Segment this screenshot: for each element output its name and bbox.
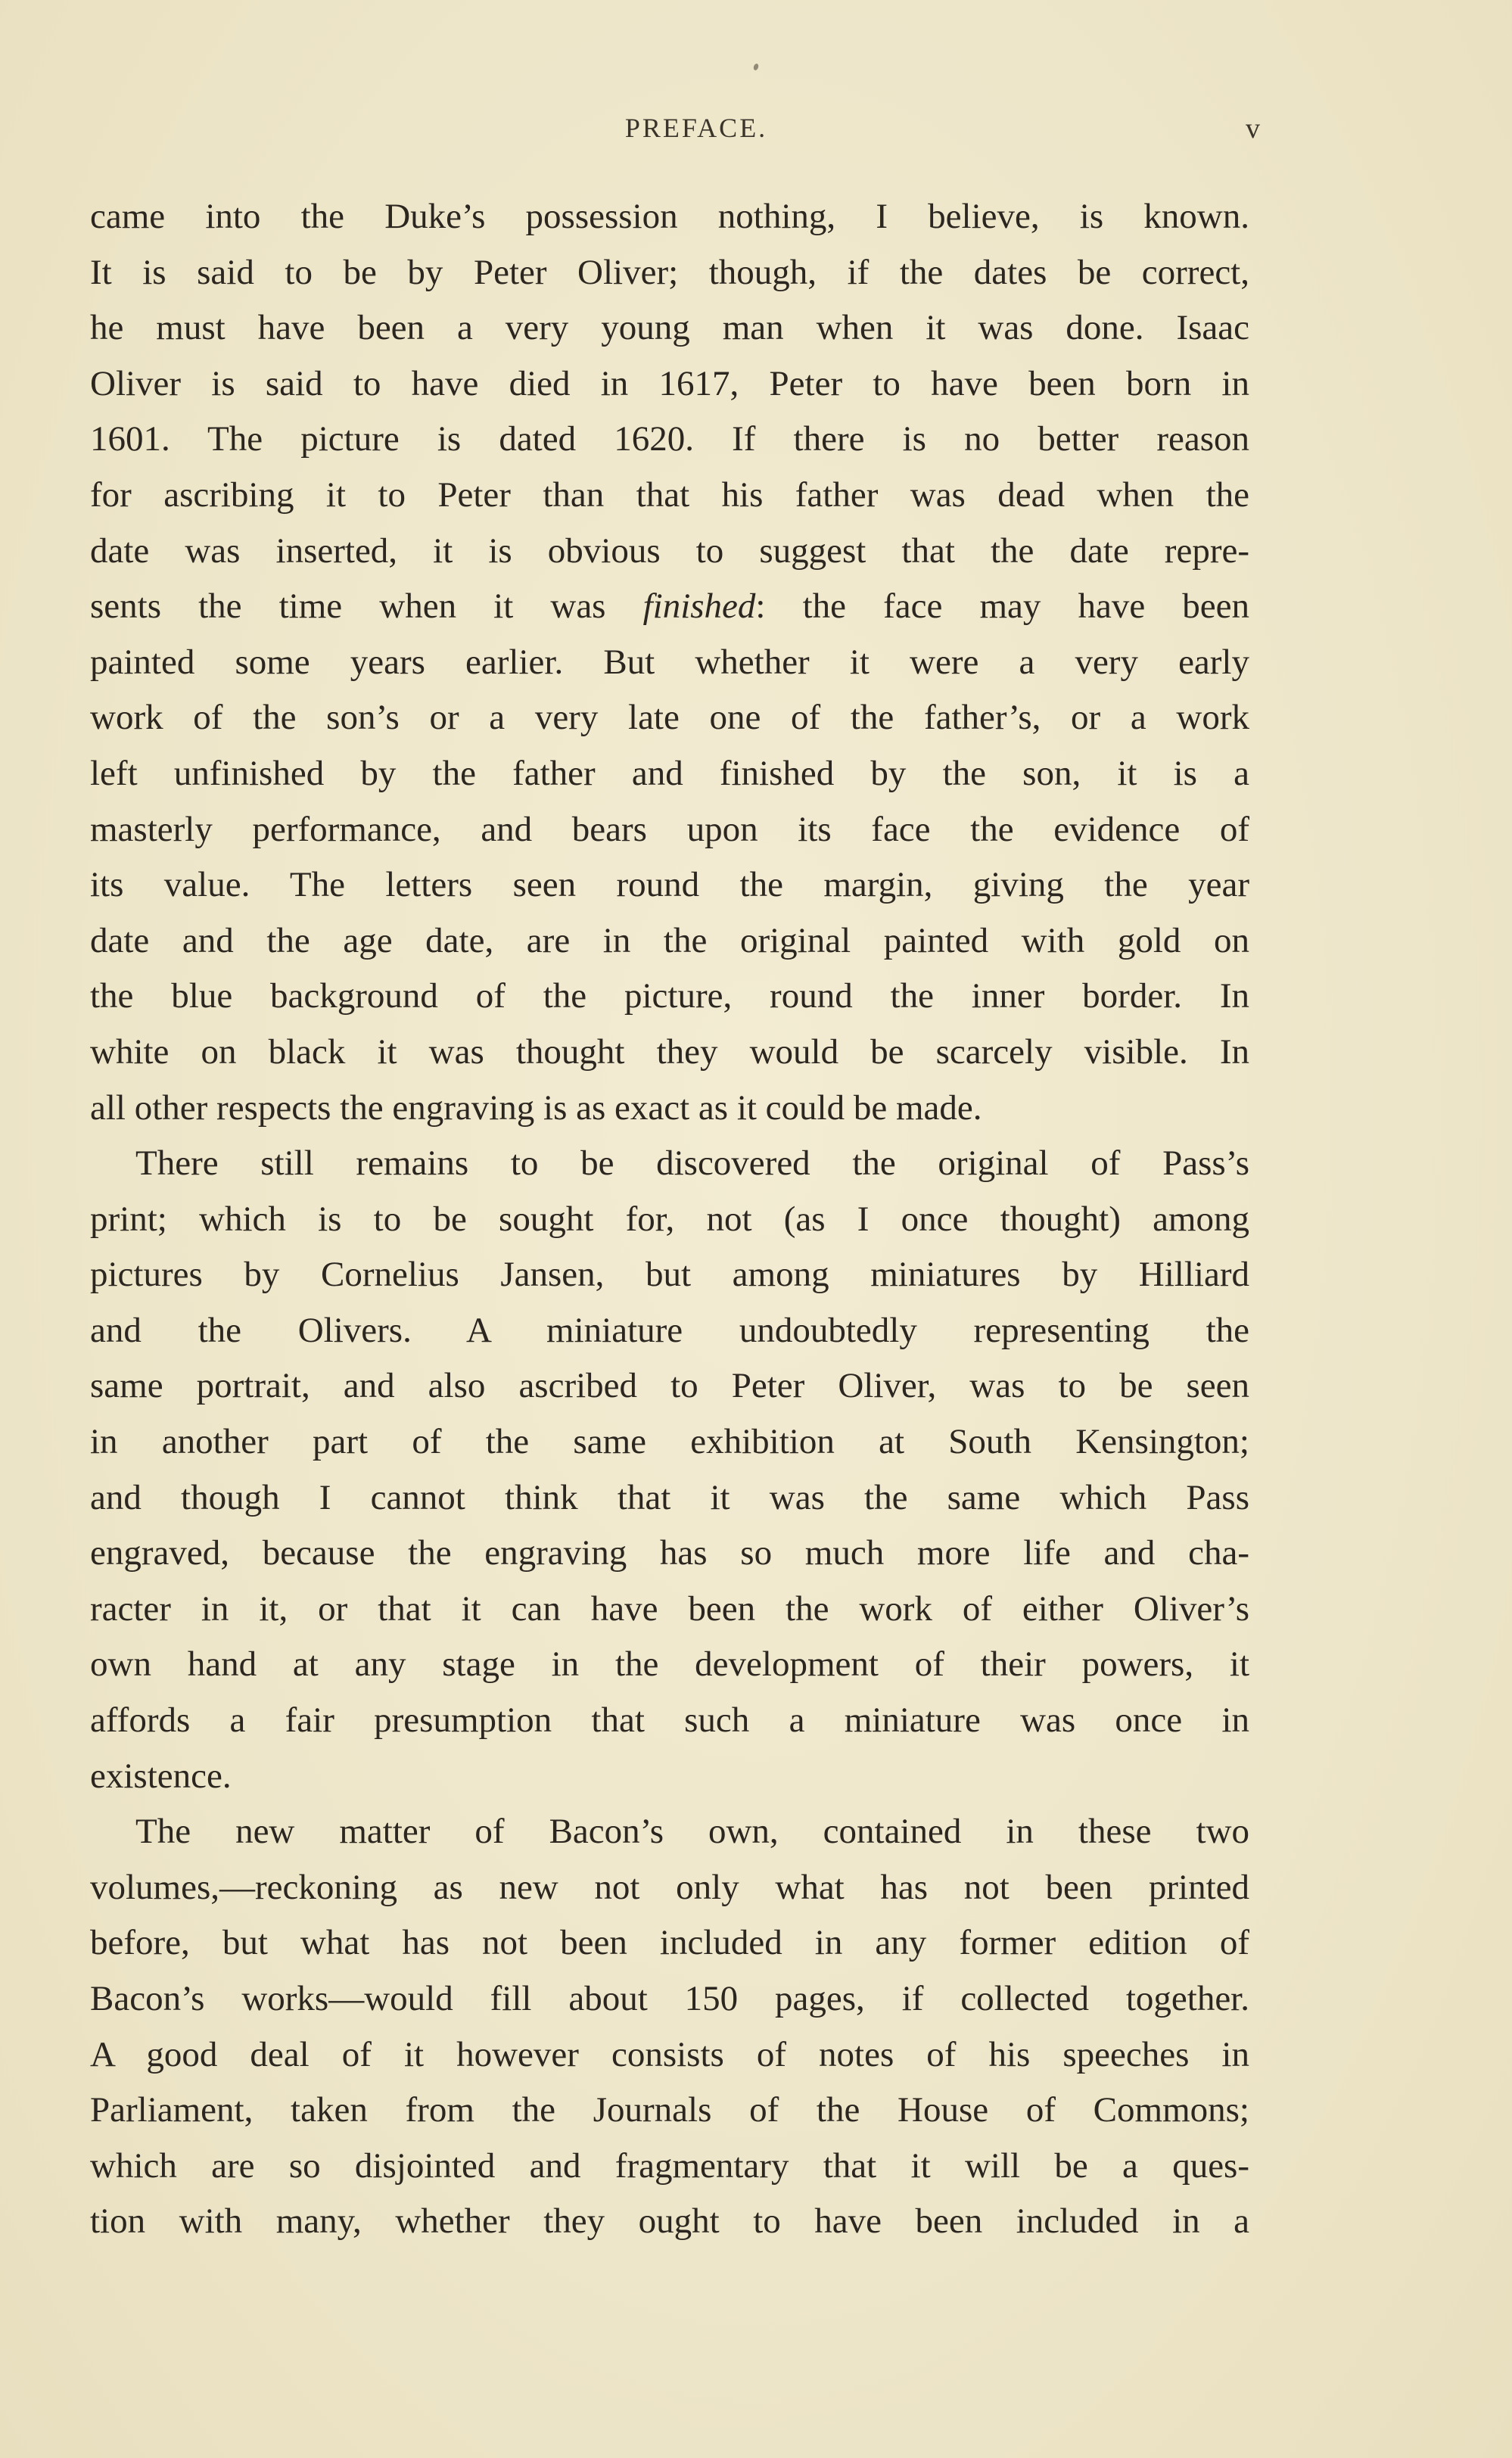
text-line: and the Olivers. A miniature undoubtedly representing the xyxy=(90,1310,1249,1350)
text-line: Bacon’s works—would fill about 150 pages, if collected together. xyxy=(90,1979,1249,2018)
text-line: It is said to be by Peter Oliver; though, if the dates be correct, xyxy=(90,252,1249,292)
text-line: painted some years earlier. But whether it were a very early xyxy=(90,642,1249,682)
text-line: before, but what has not been included in any former edition of xyxy=(90,1923,1249,1963)
text-line: he must have been a very young man when it was done. Isaac xyxy=(90,308,1249,348)
text-line: left unfinished by the father and finished by the son, it is a xyxy=(90,753,1249,793)
text-line: the blue background of the picture, round the inner border. In xyxy=(90,976,1249,1016)
text-line: Parliament, taken from the Journals of the House of Commons; xyxy=(90,2090,1249,2130)
text-line: print; which is to be sought for, not (as I once thought) among xyxy=(90,1199,1249,1239)
running-head-title: PREFACE. xyxy=(624,113,768,143)
text-line: came into the Duke’s possession nothing, I believe, is known. xyxy=(90,197,1249,236)
text-line: for ascribing it to Peter than that his father was dead when the xyxy=(90,474,1249,515)
text-line: affords a fair presumption that such a miniature was once in xyxy=(90,1700,1249,1741)
text-line: which are so disjointed and fragmentary that it will be a ques- xyxy=(90,2145,1249,2186)
text-line: in another part of the same exhibition at South Kensington; xyxy=(90,1422,1249,1462)
text-segment: sents the time when it was xyxy=(90,586,643,627)
text-line-with-italic xyxy=(90,579,1249,635)
text-line: and though I cannot think that it was the same which Pass xyxy=(90,1477,1249,1517)
italic-word: finished xyxy=(642,586,756,627)
text-line: volumes,—reckoning as new not only what has not been printed xyxy=(90,1867,1249,1907)
ink-speck xyxy=(753,63,760,71)
text-line: Oliver is said to have died in 1617, Peter to have been born in xyxy=(90,363,1249,403)
text-segment: : the face may have been xyxy=(755,586,1249,627)
running-head xyxy=(0,112,1512,150)
paragraph-2 xyxy=(90,1136,1249,1804)
text-line: racter in it, or that it can have been the work of either Oliver’s xyxy=(90,1588,1249,1629)
page-number: v xyxy=(1246,113,1260,145)
text-line: engraved, because the engraving has so much more life and cha- xyxy=(90,1533,1249,1573)
text-line: masterly performance, and bears upon its face the evidence of xyxy=(90,809,1249,849)
text-line: white on black it was thought they would be scarcely visible. In xyxy=(90,1031,1249,1072)
text-line: date and the age date, are in the original painted with gold on xyxy=(90,920,1249,960)
text-line: There still remains to be discovered the original of Pass’s xyxy=(135,1143,1249,1184)
paragraph-1 xyxy=(90,189,1249,1136)
paragraph-3 xyxy=(90,1804,1249,2250)
text-line: pictures by Cornelius Jansen, but among miniatures by Hilliard xyxy=(90,1255,1249,1295)
text-line: all other respects the engraving is as exact as it could be made. xyxy=(90,1087,982,1128)
text-line: its value. The letters seen round the margin, giving the year xyxy=(90,865,1249,905)
text-line: tion with many, whether they ought to have been included in a xyxy=(90,2201,1249,2242)
text-line: date was inserted, it is obvious to suggest that the date repre- xyxy=(90,530,1249,571)
body-text xyxy=(90,189,1249,2250)
text-line: A good deal of it however consists of notes of his speeches in xyxy=(90,2034,1249,2074)
text-line: 1601. The picture is dated 1620. If there is no better reason xyxy=(90,419,1249,459)
text-line: existence. xyxy=(90,1756,232,1796)
text-line: The new matter of Bacon’s own, contained in these two xyxy=(135,1812,1249,1852)
text-line: work of the son’s or a very late one of the father’s, or a work xyxy=(90,698,1249,738)
text-line: own hand at any stage in the development of their powers, it xyxy=(90,1644,1249,1685)
text-line: same portrait, and also ascribed to Peter Oliver, was to be seen xyxy=(90,1366,1249,1406)
